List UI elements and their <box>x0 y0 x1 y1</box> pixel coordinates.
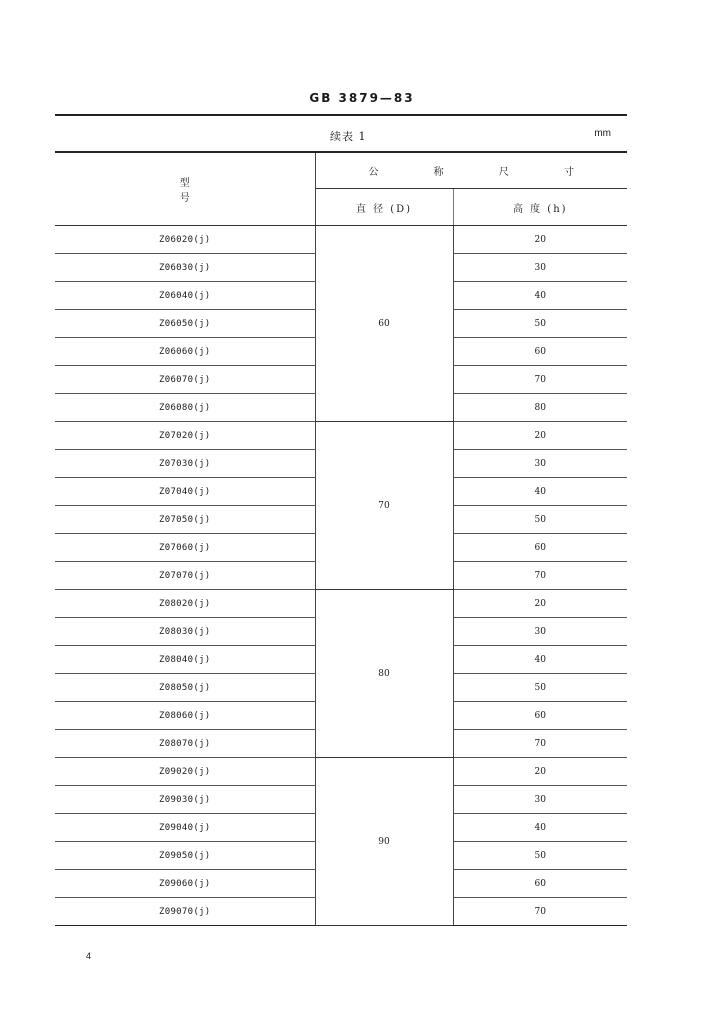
model-cell: Z09020(j) <box>55 758 315 786</box>
model-cell: Z06070(j) <box>55 366 315 394</box>
table-caption: 续表 1 <box>330 130 367 143</box>
model-cell: Z07060(j) <box>55 534 315 562</box>
col-header-nominal-size: 公 称 尺 寸 <box>315 153 627 189</box>
model-cell: Z07070(j) <box>55 562 315 590</box>
model-cell: Z07030(j) <box>55 450 315 478</box>
table-row <box>55 758 627 786</box>
table-row <box>55 226 627 254</box>
height-cell: 70 <box>453 562 627 590</box>
top-rule <box>55 114 627 116</box>
height-cell: 40 <box>453 478 627 506</box>
height-cell: 50 <box>453 310 627 338</box>
col-header-model: 型 号 <box>55 153 315 226</box>
height-cell: 40 <box>453 814 627 842</box>
model-cell: Z09050(j) <box>55 842 315 870</box>
model-cell: Z08030(j) <box>55 618 315 646</box>
height-cell: 50 <box>453 506 627 534</box>
diameter-cell: 70 <box>315 422 453 590</box>
model-cell: Z07040(j) <box>55 478 315 506</box>
height-cell: 60 <box>453 870 627 898</box>
diameter-cell: 60 <box>315 226 453 422</box>
table-caption-row <box>55 128 627 148</box>
height-cell: 20 <box>453 590 627 618</box>
height-cell: 20 <box>453 758 627 786</box>
height-cell: 30 <box>453 254 627 282</box>
height-cell: 20 <box>453 226 627 254</box>
col-header-diameter: 直 径 (D) <box>315 189 453 226</box>
col-header-height: 高 度 (h) <box>453 189 627 226</box>
model-cell: Z06030(j) <box>55 254 315 282</box>
height-cell: 30 <box>453 450 627 478</box>
model-cell: Z07020(j) <box>55 422 315 450</box>
height-cell: 70 <box>453 898 627 926</box>
model-cell: Z09060(j) <box>55 870 315 898</box>
table-row <box>55 590 627 618</box>
model-cell: Z06080(j) <box>55 394 315 422</box>
height-cell: 50 <box>453 674 627 702</box>
diameter-cell: 80 <box>315 590 453 758</box>
height-cell: 60 <box>453 702 627 730</box>
model-cell: Z08020(j) <box>55 590 315 618</box>
standard-code: GB 3879—83 <box>309 91 415 105</box>
height-cell: 40 <box>453 646 627 674</box>
height-cell: 60 <box>453 338 627 366</box>
height-cell: 20 <box>453 422 627 450</box>
height-cell: 70 <box>453 730 627 758</box>
model-cell: Z09070(j) <box>55 898 315 926</box>
model-cell: Z08070(j) <box>55 730 315 758</box>
height-cell: 40 <box>453 282 627 310</box>
model-cell: Z07050(j) <box>55 506 315 534</box>
height-cell: 30 <box>453 786 627 814</box>
table-body <box>55 226 627 926</box>
spec-table <box>55 153 627 926</box>
model-cell: Z09030(j) <box>55 786 315 814</box>
diameter-cell: 90 <box>315 758 453 926</box>
height-cell: 30 <box>453 618 627 646</box>
model-cell: Z09040(j) <box>55 814 315 842</box>
model-cell: Z08050(j) <box>55 674 315 702</box>
height-cell: 80 <box>453 394 627 422</box>
page-number: 4 <box>86 951 92 961</box>
model-cell: Z08060(j) <box>55 702 315 730</box>
model-cell: Z06040(j) <box>55 282 315 310</box>
height-cell: 50 <box>453 842 627 870</box>
model-cell: Z08040(j) <box>55 646 315 674</box>
table-row <box>55 422 627 450</box>
height-cell: 60 <box>453 534 627 562</box>
model-cell: Z06050(j) <box>55 310 315 338</box>
model-cell: Z06060(j) <box>55 338 315 366</box>
model-cell: Z06020(j) <box>55 226 315 254</box>
unit-label: mm <box>594 128 611 139</box>
height-cell: 70 <box>453 366 627 394</box>
